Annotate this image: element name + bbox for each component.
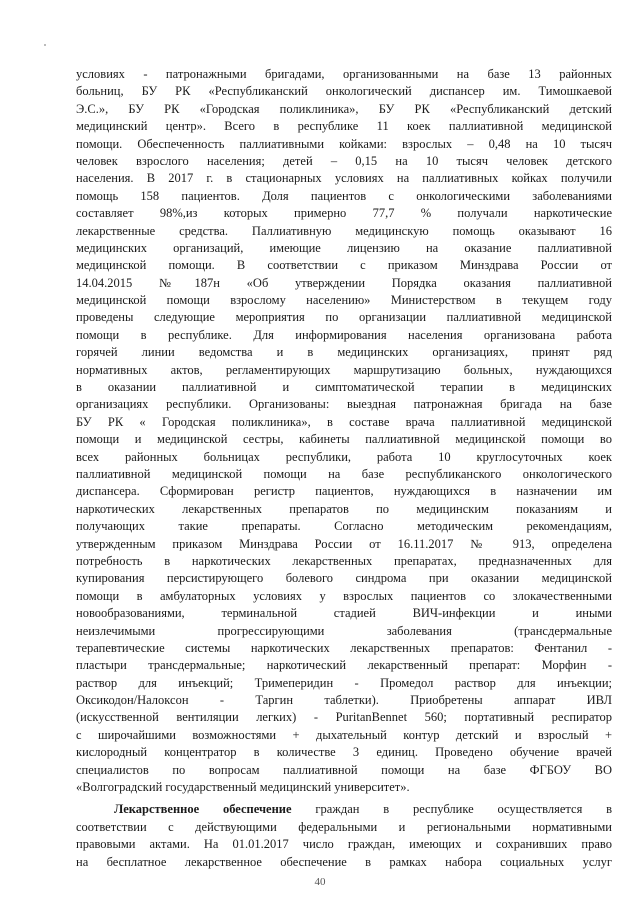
- paragraph-line: в оказании паллиативной и симптоматической терапии в медицинских: [76, 380, 612, 395]
- paragraph-line: купирования персистирующего болевого синдрома при оказании медицинской: [76, 571, 612, 586]
- body-text: [76, 66, 612, 871]
- scan-speck: [44, 44, 46, 46]
- paragraph-line: помощь 158 пациентов. Доля пациентов с онкологическими заболеваниями: [76, 188, 612, 203]
- paragraph-line: кислородный концентратор в количестве 3 единиц. Проведено обучение врачей: [76, 745, 612, 760]
- paragraph-line: медицинских организаций, имеющие лицензию на оказание паллиативной: [76, 240, 612, 255]
- paragraph-drug-supply: [76, 801, 612, 871]
- paragraph-line: Оксикодон/Налоксон - Таргин таблетки). Приобретены аппарат ИВЛ: [76, 693, 612, 708]
- paragraph-line: раствор для инъекций; Тримеперидин - Промедол раствор для инъекции;: [76, 675, 612, 690]
- paragraph-line: «Волгоградский государственный медицинский университет».: [76, 780, 410, 795]
- paragraph-palliative-care: [76, 66, 612, 796]
- paragraph-line: потребность в наркотических лекарственных препаратах, предназначенных для: [76, 553, 612, 568]
- paragraph-line: помощи в амбулаторных условиях у взрослых пациентов со злокачественными: [76, 588, 612, 603]
- paragraph-line: условиях - патронажными бригадами, организованными на базе 13 районных: [76, 67, 612, 81]
- paragraph-line: всех районных больницах республики, работа 10 круглосуточных коек: [76, 449, 612, 464]
- paragraph-line: помощи в республике. Для информирования населения организована работа: [76, 327, 612, 342]
- paragraph-line: горячей линии ведомства и в медицинских организациях, принят ряд: [76, 345, 612, 360]
- paragraph-line: медицинский центр». Всего в республике 11 коек паллиативной медицинской: [76, 119, 612, 134]
- paragraph-line: [76, 801, 612, 818]
- paragraph-line: организациях республики. Организованы: выездная патронажная бригада на базе: [76, 397, 612, 412]
- paragraph-line: составляет 98%,из которых примерно 77,7 % получали наркотические: [76, 206, 612, 221]
- paragraph-line: медицинской помощи. В соответствии с приказом Минздрава России от: [76, 258, 612, 273]
- paragraph-line: помощи и медицинской сестры, кабинеты паллиативной медицинской помощи во: [76, 432, 612, 447]
- paragraph-line: лекарственные средства. Паллиативную медицинскую помощь оказывают 16: [76, 223, 612, 238]
- paragraph-line: человек взрослого населения; детей – 0,15 на 10 тысяч человек детского: [76, 153, 612, 168]
- paragraph-line: получающих такие препараты. Согласно методическим рекомендациям,: [76, 519, 612, 534]
- paragraph-line: терапевтические системы наркотических лекарственных препаратов: Фентанил -: [76, 640, 612, 655]
- paragraph-line: нормативных актов, регламентирующих маршрутизацию больных, нуждающихся: [76, 362, 612, 377]
- paragraph-line: правовыми актами. На 01.01.2017 число граждан, имеющих и сохранивших право: [76, 837, 612, 852]
- paragraph-line: с широчайшими возможностями + дыхательный контур детский и взрослый +: [76, 727, 612, 742]
- paragraph-line: больниц, БУ РК «Республиканский онкологический диспансер им. Тимошкаевой: [76, 84, 612, 99]
- paragraph-line: на бесплатное лекарственное обеспечение в рамках набора социальных услуг: [76, 854, 612, 869]
- paragraph-line: (искусственной вентиляции легких) - PuritanBennet 560; портативный респиратор: [76, 710, 612, 725]
- paragraph-line: паллиативной медицинской помощи на базе республиканского онкологического: [76, 466, 612, 481]
- paragraph-line: пластыри трансдермальные; наркотический лекарственный препарат: Морфин -: [76, 658, 612, 673]
- paragraph-line: 14.04.2015 №187н «Об утверждении Порядка оказания паллиативной: [76, 275, 612, 290]
- paragraph-line: новообразованиями, терминальной стадией ВИЧ-инфекции и иными: [76, 606, 612, 621]
- paragraph-line: Э.С.», БУ РК «Городская поликлиника», БУ РК «Республиканский детский: [76, 101, 612, 116]
- paragraph-line: БУ РК « Городская поликлиника», в составе врача паллиативной медицинской: [76, 414, 612, 429]
- paragraph-line: специалистов по вопросам паллиативной помощи на базе ФГБОУ ВО: [76, 762, 612, 777]
- paragraph-line: медицинской помощи взрослому населению» Министерством в текущем году: [76, 293, 612, 308]
- paragraph-line: наркотических лекарственных препаратов по медицинским показаниям и: [76, 501, 612, 516]
- bold-lead-term: Лекарственное обеспечение: [114, 802, 292, 817]
- paragraph-line: населения. В 2017 г. в стационарных условиях на паллиативных койках получили: [76, 171, 612, 186]
- paragraph-line: помощи. Обеспеченность паллиативными койками: взрослых – 0,48 на 10 тысяч: [76, 136, 612, 151]
- paragraph-line: неизлечимыми прогрессирующими заболевания (трансдермальные: [76, 623, 612, 638]
- paragraph-line: диспансера. Сформирован регистр пациентов, нуждающихся в назначении им: [76, 484, 612, 499]
- paragraph-line: соответствии с действующими федеральными и региональными нормативными: [76, 819, 612, 834]
- page-number: 40: [314, 876, 326, 888]
- paragraph-line: проведены следующие мероприятия по организации паллиативной медицинской: [76, 310, 612, 325]
- paragraph-line: утвержденным приказом Минздрава России от 16.11.2017 № 913, определена: [76, 536, 612, 551]
- lead-line-rest: граждан в республике осуществляется в: [291, 802, 612, 817]
